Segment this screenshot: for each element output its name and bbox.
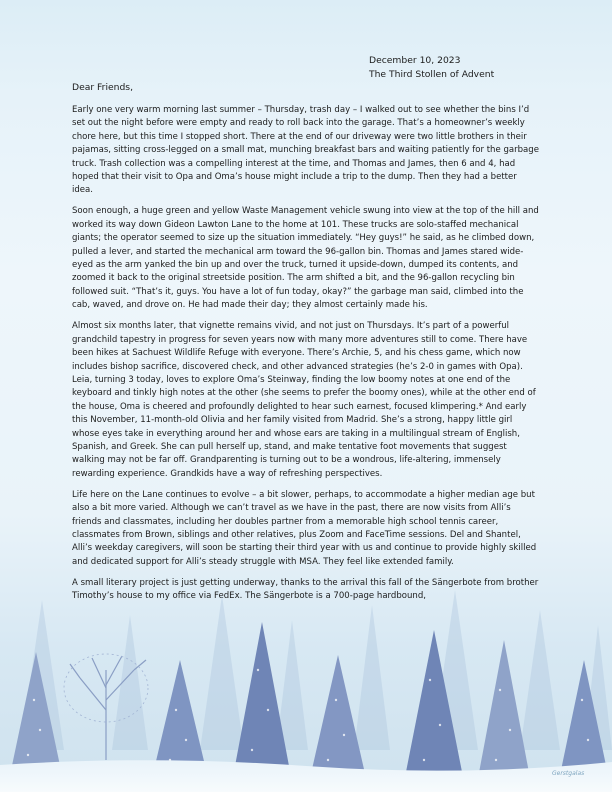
paragraph-5: A small literary project is just getting underway, thanks to the arrival this fall of the Sängerbote from brother Timothy’s house to my office via FedEx. The Sängerbote is a 700-page hardbound, bbox=[72, 577, 539, 602]
paragraph-2: Soon enough, a huge green and yellow Waste Management vehicle swung into view at the top of the hill and worked its way down Gideon Lawton Lane to the home at 101. These trucks are solo-staffed mechanical giants; the operator seemed to size up the situation immediately. “Hey guys!” he said, as he climbed down, pulled a lever, and started the mechanical arm toward the 96-gallon bin. Thomas and James stared wide-eyed as the arm yanked the bin up and over the truck, turned it upside-down, dumped its contents, and zoomed it back to the original streetside position. The arm shifted a bit, and the 96-gallon recycling bin followed suit. “That’s it, guys. You have a lot of fun today, okay?” the garbage man said, climbed into the cab, waved, and drove on. He had made their day; they almost certainly made his. bbox=[72, 206, 539, 311]
artist-signature: Gerstgalas bbox=[552, 770, 585, 777]
paragraph-3: Almost six months later, that vignette remains vivid, and not just on Thursdays. It’s part of a powerful grandchild tapestry in progress for seven years now with many more adventures still to come. There have been hikes at Sachuest Wildlife Refuge with everyone. There’s Archie, 5, and his chess game, which now includes bishop sacrifice, discovered check, and other advanced strategies (he’s 2-0 in games with Opa). Leia, turning 3 today, loves to explore Oma’s Steinway, finding the low boomy notes at one end of the keyboard and tinkly high notes at the other (she seems to prefer the boomy ones), while at the other end of the house, Oma is cheered and profoundly delighted to hear such earnest, focused klimpering.* And early this November, 11-month-old Olivia and her family visited from Madrid. She’s a strong, happy little girl whose eyes take in everything around her and whose ears are taking in a multilingual stream of English, Spanish, and Greek. She can pull herself up, stand, and make tentative foot movements that suggest walking may not be far off. Grandparenting is turning out to be a wondrous, life-altering, immensely rewarding experience. Grandkids have a way of refreshing perspectives. bbox=[72, 321, 536, 479]
paragraph-1: Early one very warm morning last summer – Thursday, trash day – I walked out to see whether the bins I’d set out the night before were empty and ready to roll back into the garage. That’s a homeowner’s weekly chore here, but this time I stopped short. There at the end of our driveway were two little brothers in their pajamas, sitting cross-legged on a small mat, munching breakfast bars and waiting patiently for the garbage truck. Trash collection was a compelling interest at the time, and Thomas and James, then 6 and 4, had hoped that their visit to Opa and Oma’s house might include a trip to the dump. Then they had a better idea. bbox=[72, 105, 539, 196]
paragraph-4: Life here on the Lane continues to evolve – a bit slower, perhaps, to accommodate a higher median age but also a bit more varied. Although we can’t travel as we have in the past, there are now visits from Alli’s friends and classmates, including her doubles partner from a memorable high school tennis career, classmates from Brown, siblings and other relatives, plus Zoom and FaceTime sessions. Del and Shantel, Alli’s weekday caregivers, will soon be starting their third year with us and continue to provide highly skilled and dedicated support for Alli’s steady struggle with MSA. They feel like extended family. bbox=[72, 489, 537, 567]
date-block bbox=[369, 54, 494, 82]
letter-body bbox=[72, 104, 540, 611]
winter-trees-illustration bbox=[0, 560, 612, 792]
background-trees bbox=[20, 590, 612, 750]
salutation: Dear Friends, bbox=[72, 82, 134, 93]
letter-subtitle: The Third Stollen of Advent bbox=[369, 69, 495, 80]
letter-date: December 10, 2023 bbox=[369, 55, 461, 66]
